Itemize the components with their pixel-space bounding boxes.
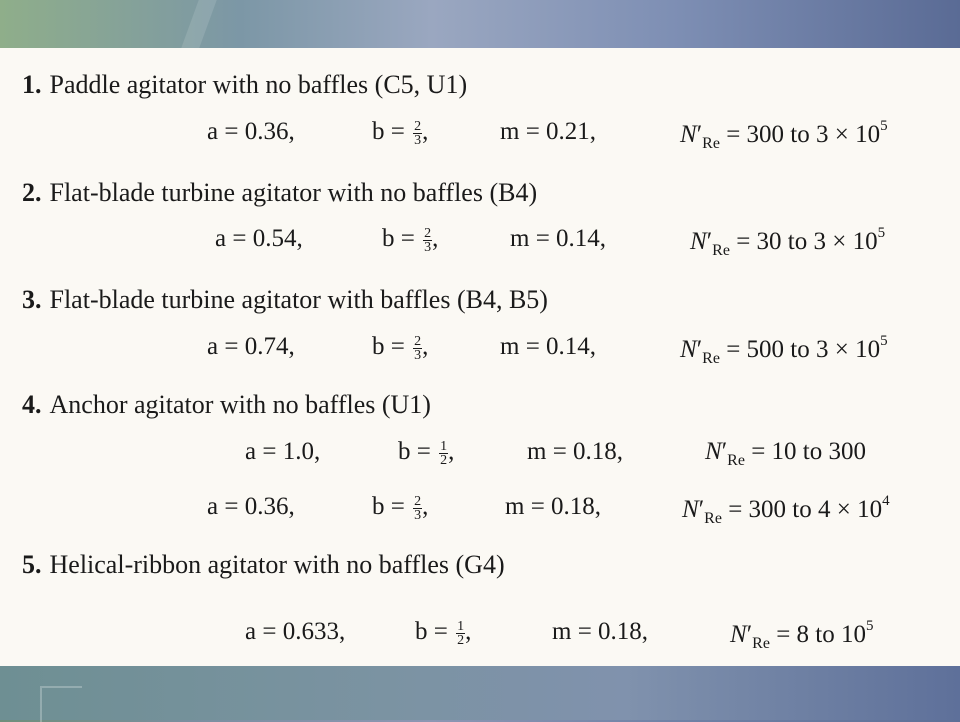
item-title: Flat-blade turbine agitator with baffles (B4, B5) <box>49 285 548 314</box>
item-title: Helical-ribbon agitator with no baffles (G4) <box>49 550 505 579</box>
slide-top-band <box>0 0 960 48</box>
coef-m: m = 0.18, <box>505 493 602 520</box>
coef-a: a = 1.0, <box>245 438 321 465</box>
coef-a: a = 0.54, <box>215 225 303 252</box>
item-heading <box>22 178 537 208</box>
reynolds-range: $N'_{Re} = 300$ to $4 \times 10^4$ <box>682 493 890 527</box>
coef-m: m = 0.14, <box>500 333 597 360</box>
coef-a: a = 0.36, <box>207 118 295 145</box>
coef-a: a = 0.74, <box>207 333 295 360</box>
coef-b: b = $\frac{1}{2}$ , <box>398 438 455 468</box>
item-title: Flat-blade turbine agitator with no baffles (B4) <box>49 178 538 207</box>
item-number: 4. <box>22 390 42 419</box>
coef-a: a = 0.36, <box>207 493 295 520</box>
reynolds-range: $N'_{Re} = 500$ to $3 \times 10^5$ <box>680 333 888 367</box>
coef-m: m = 0.18, <box>552 618 649 645</box>
item-number: 1. <box>22 70 42 99</box>
item-heading <box>22 70 467 100</box>
coef-m: m = 0.21, <box>500 118 597 145</box>
reynolds-range: $N'_{Re} = 8$ to $10^5$ <box>730 618 874 652</box>
reynolds-range: $N'_{Re} = 300$ to $3 \times 10^5$ <box>680 118 888 152</box>
coef-m: m = 0.14, <box>510 225 607 252</box>
reynolds-range: $N'_{Re} = 30$ to $3 \times 10^5$ <box>690 225 886 259</box>
coef-b: b = $\frac{1}{2}$ , <box>415 618 472 648</box>
item-title: Paddle agitator with no baffles (C5, U1) <box>49 70 468 99</box>
item-number: 2. <box>22 178 42 207</box>
item-heading <box>22 390 431 420</box>
item-heading <box>22 550 505 580</box>
document-page <box>0 48 960 666</box>
item-heading <box>22 285 548 315</box>
item-title: Anchor agitator with no baffles (U1) <box>49 390 431 419</box>
coef-b: b = $\frac{2}{3}$ , <box>382 225 439 255</box>
item-number: 5. <box>22 550 42 579</box>
coef-b: b = $\frac{2}{3}$ , <box>372 493 429 523</box>
coef-b: b = $\frac{2}{3}$ , <box>372 333 429 363</box>
coef-b: b = $\frac{2}{3}$ , <box>372 118 429 148</box>
slide-bottom-band <box>0 666 960 720</box>
reynolds-range: $N'_{Re} = 10$ to 300 <box>705 438 866 469</box>
item-number: 3. <box>22 285 42 314</box>
coef-m: m = 0.18, <box>527 438 624 465</box>
coef-a: a = 0.633, <box>245 618 346 645</box>
